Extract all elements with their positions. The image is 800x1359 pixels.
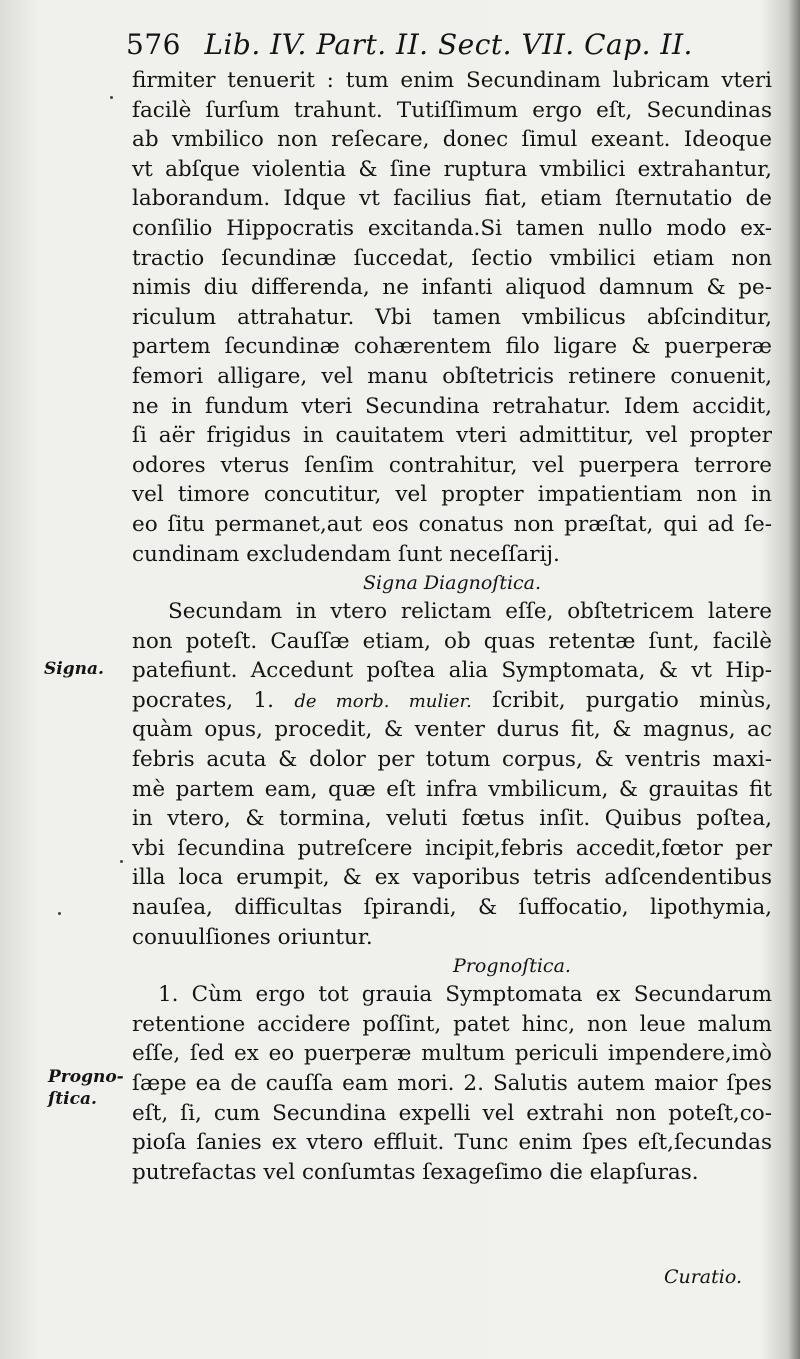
text-line: illa loca erumpit, & ex vaporibus tetris adſcendentibus — [132, 865, 772, 891]
text-line: partem ſecundinæ cohærentem filo ligare & puerperæ — [132, 334, 772, 360]
text-line: mè partem eam, quæ eſt infra vmbilicum, & grauitas fit — [132, 776, 772, 802]
running-title: Lib. IV. Part. II. Sect. VII. Cap. II. — [204, 28, 693, 61]
text-line: laborandum. Idque vt facilius fiat, etiam ſternutatio de — [132, 186, 772, 212]
text-line: quàm opus, procedit, & venter durus fit, & magnus, ac — [132, 717, 772, 743]
text-line: vel timore concutitur, vel propter impatientiam non in — [132, 482, 772, 508]
ink-speck — [58, 912, 61, 915]
text-line: ſi aër frigidus in cauitatem vteri admittitur, vel propter — [132, 423, 772, 449]
paragraph-3 — [132, 980, 772, 1187]
text-line: retentione accidere poſſint, patet hinc, non leue malum — [132, 1011, 772, 1037]
text-line: 1. Cùm ergo tot grauia Symptomata ex Secundarum — [158, 982, 772, 1008]
text-line: conſilio Hippocratis excitanda.Si tamen nullo modo ex- — [132, 215, 772, 241]
text-fragment: ſcribit, purgatio minùs, — [492, 687, 772, 713]
text-line-with-reference — [132, 686, 772, 716]
ink-speck — [110, 96, 113, 99]
margin-note-prognostica — [48, 1066, 124, 1110]
text-line: eo ſitu permanet,aut eos conatus non præſtat, qui ad ſe- — [132, 511, 772, 537]
text-line: vbi ſecundina putreſcere incipit,febris accedit,fœtor per — [132, 835, 772, 861]
text-line: eſſe, ſed ex eo puerperæ multum periculi impendere,imò — [132, 1041, 772, 1067]
page-number: 576 — [126, 28, 181, 61]
text-line: in vtero, & tormina, veluti fœtus inſit. Quibus poſtea, — [132, 806, 772, 832]
text-line: ſæpe ea de cauſſa eam mori. 2. Salutis autem maior ſpes — [132, 1071, 772, 1096]
text-line: femori alligare, vel manu obſtetricis retinere conuenit, — [132, 363, 772, 389]
text-line: ab vmbilico non reſecare, donec ſimul exeant. Ideoque — [132, 127, 772, 153]
catchword: Curatio. — [663, 1266, 742, 1288]
text-line: febris acuta & dolor per totum corpus, & ventris maxi- — [132, 747, 772, 773]
citation: de morb. mulier. — [294, 690, 472, 712]
text-line: Secundam in vtero relictam eſſe, obſtetricem latere — [168, 599, 772, 625]
text-line: nauſea, difficultas ſpirandi, & ſuffocatio, lipothymia, — [132, 895, 772, 921]
text-line: patefiunt. Accedunt poſtea alia Symptomata, & vt Hip- — [132, 658, 772, 684]
ink-speck — [120, 860, 123, 863]
text-line: eſt, ſi, cum Secundina expelli vel extrahi non poteſt,co- — [132, 1100, 772, 1126]
margin-note-line: ſtica. — [48, 1089, 97, 1109]
section-heading-prognostica: Prognoſtica. — [453, 955, 571, 978]
text-line: cundinam excludendam ſunt neceſſarij. — [132, 541, 560, 567]
text-line: firmiter tenuerit : tum enim Secundinam lubricam vteri — [132, 68, 772, 93]
text-line: odores vterus ſenſim contrahitur, vel puerpera terrore — [132, 452, 772, 478]
margin-note-line: Progno- — [48, 1067, 124, 1087]
text-line: facilè ſurſum trahunt. Tutiſſimum ergo eſt, Secundinas — [132, 97, 772, 123]
text-line: non poteſt. Cauſſæ etiam, ob quas retentæ ſunt, facilè — [132, 628, 772, 654]
margin-note-signa: Signa. — [44, 659, 104, 679]
text-line: tractio ſecundinæ ſuccedat, ſectio vmbilici etiam non — [132, 245, 772, 271]
paragraph-2 — [132, 597, 772, 952]
text-line: putrefactas vel conſumtas ſexageſimo die elapſuras. — [132, 1159, 699, 1185]
text-block — [132, 66, 772, 1187]
text-line: ne in fundum vteri Secundina retrahatur. Idem accidit, — [132, 393, 772, 419]
running-header — [126, 28, 736, 68]
text-line: riculum attrahatur. Vbi tamen vmbilicus abſcinditur, — [132, 304, 772, 330]
text-line: pioſa ſanies ex vtero effluit. Tunc enim ſpes eſt,ſecundas — [132, 1130, 772, 1156]
text-line: conuulſiones oriuntur. — [132, 924, 373, 950]
paragraph-1 — [132, 66, 772, 569]
section-heading-signa: Signa Diagnoſtica. — [362, 572, 542, 595]
text-fragment: pocrates, 1. — [132, 687, 274, 713]
page-edge-shadow — [788, 0, 800, 1359]
text-line: vt abſque violentia & ſine ruptura vmbilici extrahantur, — [132, 156, 772, 182]
text-line: nimis diu differenda, ne infanti aliquod damnum & pe- — [132, 275, 772, 301]
